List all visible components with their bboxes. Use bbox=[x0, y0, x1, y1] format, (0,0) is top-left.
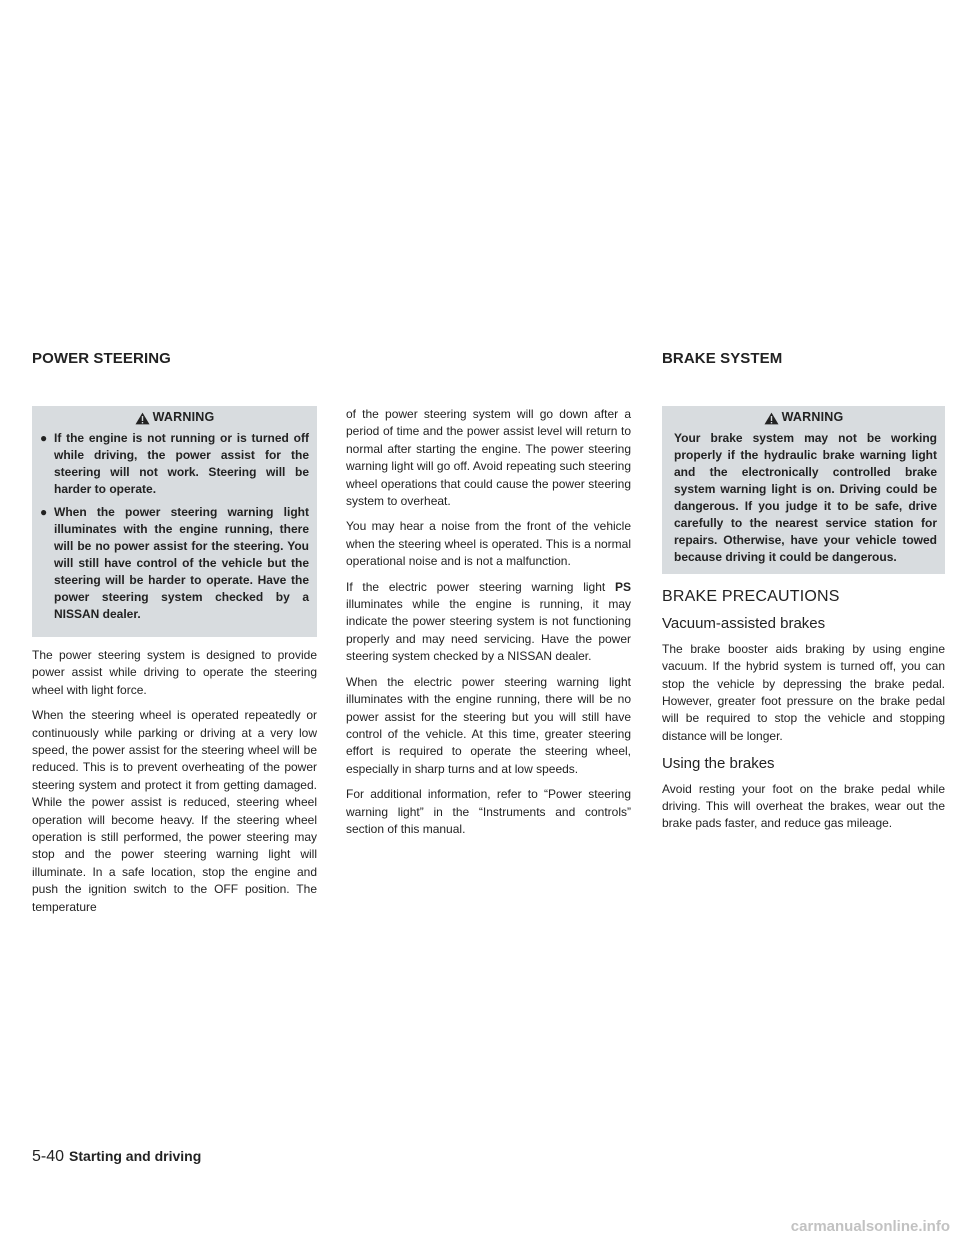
paragraph: When the electric power steering warning light illuminates with the engine running, there will be no power assist for the steering but you will still have control of the vehicle. At this time, greater steering effort is required to operate the steering wheel, especially in sharp turns and at low speeds. bbox=[346, 674, 631, 776]
page-footer bbox=[32, 1148, 201, 1166]
power-steering-warning-box bbox=[32, 406, 317, 637]
ps-indicator-label: PS bbox=[614, 579, 631, 594]
warning-triangle-icon bbox=[135, 412, 150, 425]
paragraph: When the steering wheel is operated repeatedly or continuously while parking or driving at a very low speed, the power assist for the steering wheel will be reduced. This is to prevent overheating of the power steering system and protect it from getting damaged. While the power assist is reduced, steering wheel operation will become heavy. If the steering wheel operation is still performed, the power steering may stop and the power steering warning light will illuminate. In a safe location, stop the engine and push the ignition switch to the OFF position. The temperature bbox=[32, 708, 317, 914]
page-number: 5-40 bbox=[32, 1148, 65, 1165]
warning-header bbox=[40, 406, 309, 430]
paragraph: Avoid resting your foot on the brake pedal while driving. This will overheat the brakes, wear out the brake pads faster, and reduce gas mileage. bbox=[662, 781, 945, 831]
warning-item bbox=[40, 430, 309, 498]
text-span: illuminates while the engine is running, it may indicate the power steering system is not functioning properly and may need servicing. Have the power steering system checked by a NISSAN dealer. bbox=[346, 597, 631, 664]
section-title-brake-system: BRAKE SYSTEM bbox=[662, 350, 783, 367]
warning-item-text: When the power steering warning light illuminates with the engine running, there will be no power assist for the steering. You will still have control of the vehicle but the steering will be harder to operate. Have the power steering system checked by a NISSAN dealer. bbox=[54, 505, 309, 621]
warning-header bbox=[670, 406, 937, 430]
text-span: If the electric power steering warning light bbox=[346, 579, 615, 594]
vacuum-brakes-heading: Vacuum-assisted brakes bbox=[662, 615, 826, 633]
paragraph-ps-light bbox=[346, 579, 631, 666]
section-title-power-steering: POWER STEERING bbox=[32, 350, 171, 367]
warning-label: WARNING bbox=[781, 410, 844, 425]
using-brakes-heading: Using the brakes bbox=[662, 755, 775, 773]
paragraph: For additional information, refer to “Power steering warning light” in the “Instruments and controls” section of this manual. bbox=[346, 787, 631, 836]
bullet-icon: ● bbox=[40, 431, 48, 445]
column-3 bbox=[662, 406, 945, 841]
warning-label: WARNING bbox=[152, 410, 215, 425]
brake-precautions-heading: BRAKE PRECAUTIONS bbox=[662, 588, 840, 605]
column-2 bbox=[346, 406, 631, 846]
paragraph: The power steering system is designed to provide power assist while driving to operate the steering wheel with light force. bbox=[32, 648, 317, 697]
warning-item bbox=[40, 504, 309, 623]
paragraph: You may hear a noise from the front of the vehicle when the steering wheel is operated. This is a normal operational noise and is not a malfunction. bbox=[346, 519, 631, 569]
bullet-icon: ● bbox=[40, 505, 48, 519]
paragraph: of the power steering system will go down after a period of time and the power assist level will return to normal after starting the engine. The power steering warning light will go off. Avoid repeating such steering wheel operations that could cause the power steering system to overheat. bbox=[346, 407, 631, 509]
brake-warning-box bbox=[662, 406, 945, 574]
warning-item-text: If the engine is not running or is turned off while driving, the power assist for the steering will not work. Steering will be harder to operate. bbox=[54, 431, 309, 496]
warning-text: Your brake system may not be working properly if the hydraulic brake warning light and the electronically controlled brake system warning light is on. Driving could be dangerous. If you judge it to be safe, drive carefully to the nearest service station for repairs. Otherwise, have your vehicle towed because driving it could be dangerous. bbox=[674, 431, 937, 564]
warning-triangle-icon bbox=[764, 412, 779, 425]
paragraph: The brake booster aids braking by using engine vacuum. If the hybrid system is turned off, you can stop the vehicle by depressing the brake pedal. However, greater foot pressure on the brake pedal will be required to stop the vehicle and stopping distance will be longer. bbox=[662, 641, 945, 743]
column-1 bbox=[32, 406, 317, 924]
watermark: carmanualsonline.info bbox=[790, 1218, 950, 1235]
chapter-title: Starting and driving bbox=[69, 1148, 202, 1164]
